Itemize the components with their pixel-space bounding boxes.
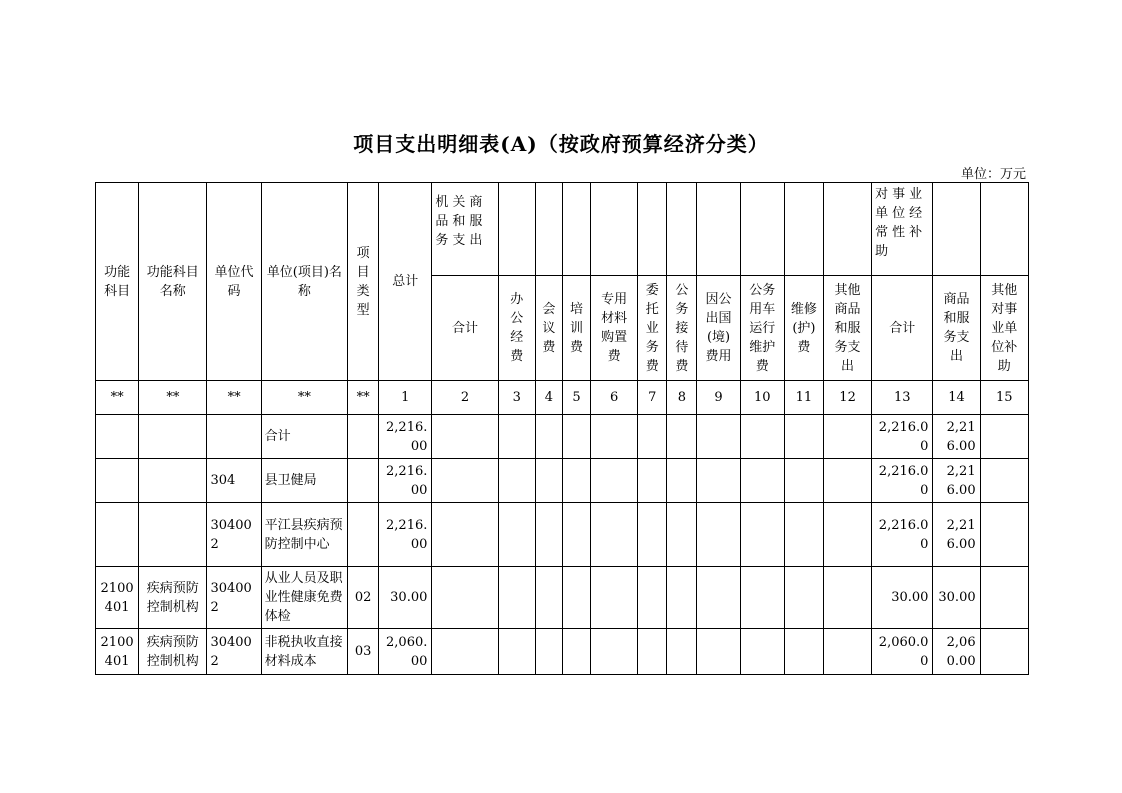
cell-empty	[823, 415, 871, 459]
cell-empty	[535, 415, 562, 459]
header-materials: 专用材料购置费	[591, 276, 638, 381]
cell-empty	[823, 459, 871, 503]
index-cell: **	[96, 381, 139, 415]
cell-empty	[591, 503, 638, 567]
cell-unit-name: 非税执收直接材料成本	[261, 629, 347, 675]
cell-func-subject	[96, 459, 139, 503]
cell-empty	[498, 415, 535, 459]
cell-empty	[562, 415, 590, 459]
cell-empty	[784, 567, 823, 629]
index-cell: 12	[823, 381, 871, 415]
cell-empty	[562, 567, 590, 629]
cell-empty	[562, 503, 590, 567]
cell-unit-name: 从业人员及职业性健康免费体检	[261, 567, 347, 629]
cell-empty	[667, 503, 697, 567]
cell-empty	[638, 459, 667, 503]
cell-project-type	[348, 503, 379, 567]
cell-empty	[562, 629, 590, 675]
header-blank	[638, 183, 667, 276]
index-row	[96, 381, 1029, 415]
cell-project-type: 03	[348, 629, 379, 675]
cell-empty	[697, 567, 740, 629]
cell-func-subject-name	[139, 503, 207, 567]
cell-empty	[498, 503, 535, 567]
cell-unit-code: 304002	[207, 503, 261, 567]
cell-func-subject: 2100401	[96, 629, 139, 675]
table-row	[96, 629, 1029, 675]
cell-unit-code: 304002	[207, 567, 261, 629]
cell-empty	[740, 415, 784, 459]
cell-empty	[535, 503, 562, 567]
cell-b-goods: 2,060.00	[933, 629, 980, 675]
header-b-other: 其他对事业单位补助	[980, 276, 1028, 381]
index-cell: **	[139, 381, 207, 415]
index-cell: 15	[980, 381, 1028, 415]
cell-empty	[591, 567, 638, 629]
header-row-1	[96, 183, 1029, 276]
header-training: 培训费	[562, 276, 590, 381]
cell-empty	[638, 415, 667, 459]
cell-b-goods: 2,216.00	[933, 415, 980, 459]
cell-unit-code: 304	[207, 459, 261, 503]
cell-unit-name: 县卫健局	[261, 459, 347, 503]
index-cell: 7	[638, 381, 667, 415]
table-row	[96, 567, 1029, 629]
cell-empty	[980, 503, 1028, 567]
expense-table	[95, 182, 1029, 675]
index-cell: **	[348, 381, 379, 415]
cell-total: 30.00	[379, 567, 432, 629]
cell-empty	[498, 567, 535, 629]
cell-empty	[980, 415, 1028, 459]
cell-empty	[432, 459, 498, 503]
cell-unit-name: 平江县疾病预防控制中心	[261, 503, 347, 567]
cell-empty	[697, 459, 740, 503]
cell-empty	[638, 503, 667, 567]
cell-project-type	[348, 459, 379, 503]
cell-project-type: 02	[348, 567, 379, 629]
cell-unit-code	[207, 415, 261, 459]
cell-b-total: 2,216.00	[872, 503, 933, 567]
index-cell: 9	[697, 381, 740, 415]
cell-empty	[740, 459, 784, 503]
cell-empty	[980, 567, 1028, 629]
header-blank	[591, 183, 638, 276]
cell-func-subject-name: 疾病预防控制机构	[139, 629, 207, 675]
cell-empty	[432, 567, 498, 629]
table-row	[96, 503, 1029, 567]
header-blank	[784, 183, 823, 276]
header-other-goods: 其他商品和服务支出	[823, 276, 871, 381]
index-cell: 10	[740, 381, 784, 415]
cell-empty	[667, 415, 697, 459]
header-b-goods: 商品和服务支出	[933, 276, 980, 381]
cell-func-subject: 2100401	[96, 567, 139, 629]
cell-empty	[980, 629, 1028, 675]
cell-empty	[740, 503, 784, 567]
cell-empty	[980, 459, 1028, 503]
cell-empty	[498, 629, 535, 675]
cell-b-total: 30.00	[872, 567, 933, 629]
cell-unit-code: 304002	[207, 629, 261, 675]
cell-project-type	[348, 415, 379, 459]
index-cell: 3	[498, 381, 535, 415]
index-cell: 6	[591, 381, 638, 415]
header-blank	[933, 183, 980, 276]
cell-empty	[591, 629, 638, 675]
header-blank	[823, 183, 871, 276]
index-cell: **	[261, 381, 347, 415]
cell-empty	[667, 567, 697, 629]
index-cell: 11	[784, 381, 823, 415]
cell-empty	[784, 415, 823, 459]
page-title: 项目支出明细表(A)（按政府预算经济分类）	[353, 132, 769, 156]
header-a-total: 合计	[432, 276, 498, 381]
header-blank	[562, 183, 590, 276]
header-reception: 公务接待费	[667, 276, 697, 381]
cell-empty	[823, 503, 871, 567]
index-cell: 14	[933, 381, 980, 415]
cell-empty	[740, 567, 784, 629]
cell-empty	[432, 503, 498, 567]
cell-empty	[562, 459, 590, 503]
header-blank	[740, 183, 784, 276]
header-entrust: 委托业务费	[638, 276, 667, 381]
header-blank	[697, 183, 740, 276]
unit-label: 单位：万元	[960, 167, 1026, 182]
header-group-a: 机关商品和服务支出	[432, 183, 498, 276]
header-vehicle: 公务用车运行维护费	[740, 276, 784, 381]
index-cell: **	[207, 381, 261, 415]
cell-total: 2,216.00	[379, 459, 432, 503]
cell-empty	[535, 567, 562, 629]
header-repair: 维修(护)费	[784, 276, 823, 381]
cell-b-goods: 30.00	[933, 567, 980, 629]
cell-empty	[535, 459, 562, 503]
header-blank	[980, 183, 1028, 276]
cell-func-subject-name	[139, 415, 207, 459]
header-unit-name: 单位(项目)名称	[261, 183, 347, 381]
cell-empty	[697, 415, 740, 459]
cell-empty	[638, 567, 667, 629]
cell-b-total: 2,060.00	[872, 629, 933, 675]
cell-empty	[697, 629, 740, 675]
cell-empty	[740, 629, 784, 675]
cell-total: 2,216.00	[379, 503, 432, 567]
cell-empty	[784, 503, 823, 567]
header-office: 办公经费	[498, 276, 535, 381]
header-total: 总计	[379, 183, 432, 381]
cell-empty	[784, 459, 823, 503]
header-abroad: 因公出国(境)费用	[697, 276, 740, 381]
header-blank	[667, 183, 697, 276]
cell-empty	[432, 629, 498, 675]
index-cell: 13	[872, 381, 933, 415]
cell-empty	[498, 459, 535, 503]
cell-empty	[591, 459, 638, 503]
header-blank	[535, 183, 562, 276]
cell-func-subject-name: 疾病预防控制机构	[139, 567, 207, 629]
cell-func-subject	[96, 503, 139, 567]
header-b-total: 合计	[872, 276, 933, 381]
cell-func-subject-name	[139, 459, 207, 503]
cell-empty	[591, 415, 638, 459]
cell-empty	[667, 629, 697, 675]
index-cell: 4	[535, 381, 562, 415]
cell-func-subject	[96, 415, 139, 459]
index-cell: 2	[432, 381, 498, 415]
table-row	[96, 415, 1029, 459]
header-group-b: 对事业单位经常性补助	[872, 183, 933, 276]
cell-empty	[784, 629, 823, 675]
cell-total: 2,216.00	[379, 415, 432, 459]
data-rows	[96, 415, 1029, 675]
cell-empty	[638, 629, 667, 675]
header-unit-code: 单位代码	[207, 183, 261, 381]
cell-b-total: 2,216.00	[872, 415, 933, 459]
cell-b-goods: 2,216.00	[933, 503, 980, 567]
header-project-type: 项目类型	[348, 183, 379, 381]
cell-unit-name: 合计	[261, 415, 347, 459]
header-blank	[498, 183, 535, 276]
index-cell: 8	[667, 381, 697, 415]
cell-b-total: 2,216.00	[872, 459, 933, 503]
cell-empty	[432, 415, 498, 459]
index-cell: 5	[562, 381, 590, 415]
cell-empty	[823, 567, 871, 629]
cell-empty	[667, 459, 697, 503]
cell-empty	[535, 629, 562, 675]
header-func-subject-name: 功能科目名称	[139, 183, 207, 381]
cell-total: 2,060.00	[379, 629, 432, 675]
header-func-subject: 功能科目	[96, 183, 139, 381]
table-row	[96, 459, 1029, 503]
cell-empty	[823, 629, 871, 675]
index-cell: 1	[379, 381, 432, 415]
cell-empty	[697, 503, 740, 567]
header-meeting: 会议费	[535, 276, 562, 381]
cell-b-goods: 2,216.00	[933, 459, 980, 503]
